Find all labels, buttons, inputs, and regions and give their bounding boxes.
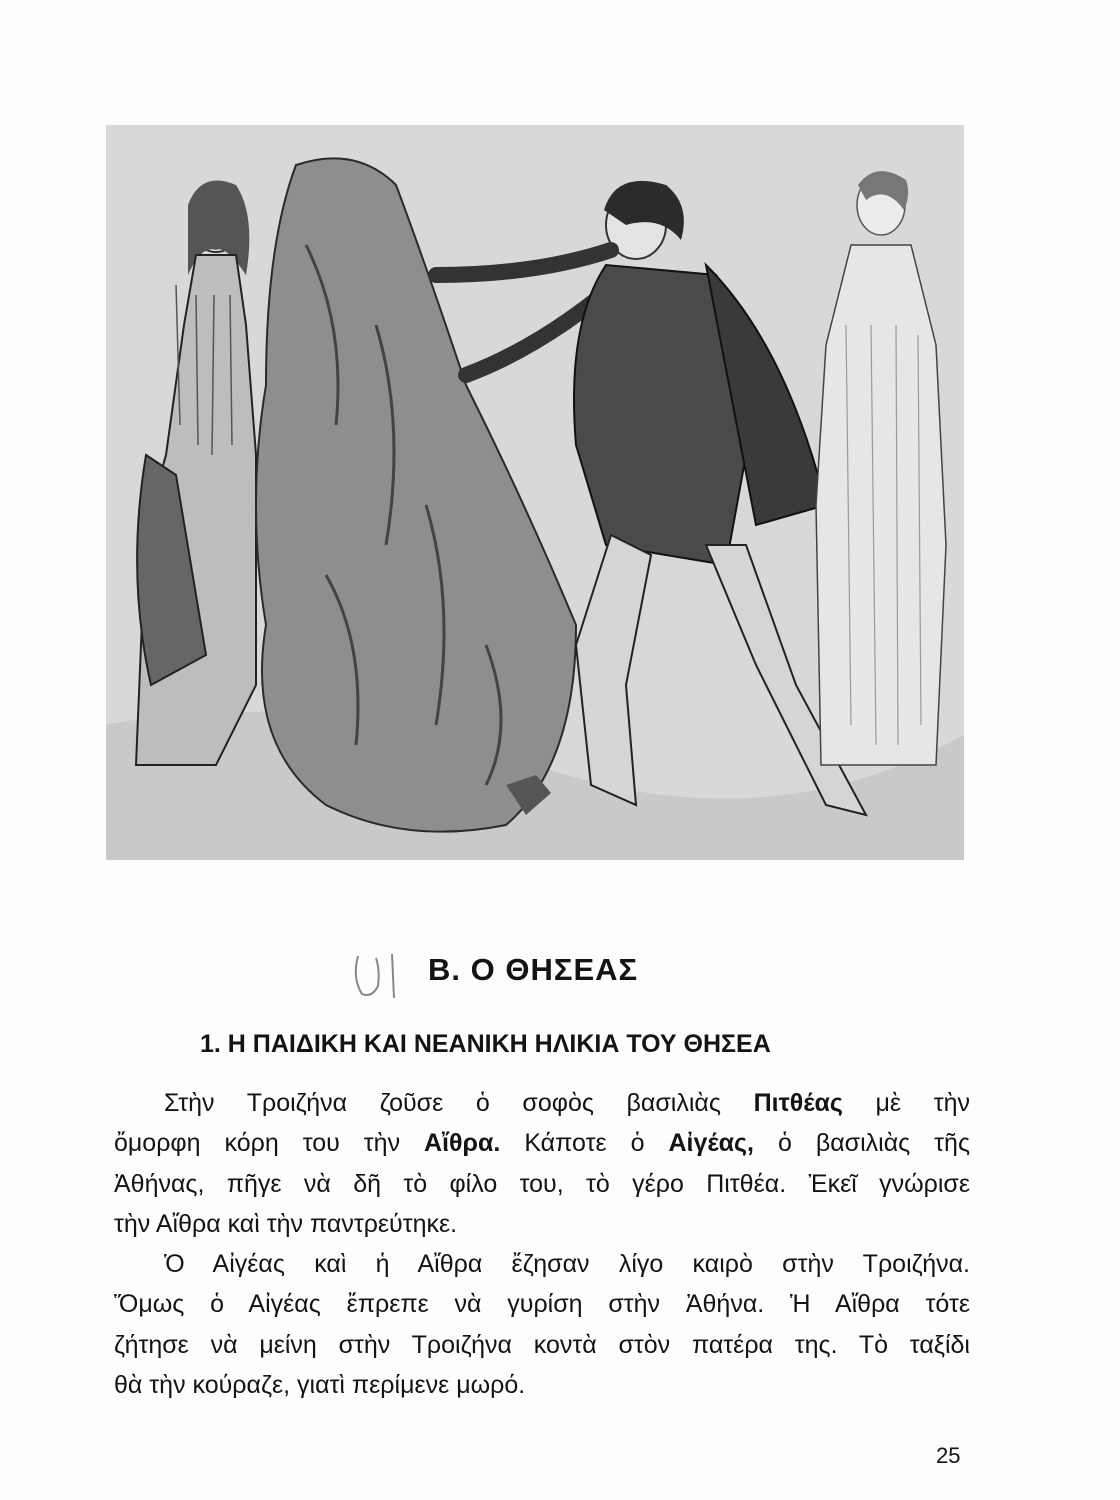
text-run: ὄμορφη κόρη του τὴν (114, 1129, 425, 1158)
name-aithra: Αἴθρα. (424, 1129, 501, 1158)
paragraph-2 (114, 1244, 970, 1405)
text-run: μὲ τὴν (842, 1089, 970, 1117)
subsection-title: 1. Η ΠΑΙΔΙΚΗ ΚΑΙ ΝΕΑΝΙΚΗ ΗΛΙΚΙΑ ΤΟΥ ΘΗΣΕΑ (200, 1030, 771, 1058)
name-aegeus: Αἰγέας, (668, 1129, 754, 1158)
text-run: ὁ βασιλιὰς τῆς (753, 1129, 970, 1158)
body-text (114, 1083, 970, 1405)
text-line: τὴν Αἴθρα καὶ τὴν παντρεύτηκε. (114, 1209, 458, 1238)
text-line (114, 1123, 970, 1163)
text-line: ζήτησε νὰ μείνη στὴν Τροιζήνα κοντὰ στὸν πατέρα της. Τὸ ταξίδι (114, 1330, 970, 1359)
paragraph-1 (114, 1083, 970, 1244)
theseus-lifting-rock-illustration (106, 125, 964, 860)
text-run: Κάποτε ὁ (500, 1129, 669, 1158)
name-pittheus: Πιτθέας (753, 1089, 843, 1117)
text-run: Στὴν Τροιζήνα ζοῦσε ὁ σοφὸς βασιλιὰς (164, 1089, 754, 1117)
page-number: 25 (936, 1443, 961, 1468)
text-line: Ὁ Αἰγέας καὶ ἡ Αἴθρα ἔζησαν λίγο καιρὸ στὴν Τροιζήνα. (164, 1250, 970, 1279)
text-line: Ὅμως ὁ Αἰγέας ἔπρεπε νὰ γυρίση στὴν Ἀθήνα. Ἡ Αἴθρα τότε (114, 1290, 970, 1319)
pencil-mark-icon (348, 950, 404, 1002)
text-line: Ἀθήνας, πῆγε νὰ δῆ τὸ φίλο του, τὸ γέρο Πιτθέα. Ἐκεῖ γνώρισε (114, 1169, 970, 1198)
section-title: Β. Ο ΘΗΣΕΑΣ (428, 952, 639, 987)
text-line: θὰ τὴν κούραζε, γιατὶ περίμενε μωρό. (114, 1371, 526, 1400)
text-line (114, 1083, 970, 1123)
